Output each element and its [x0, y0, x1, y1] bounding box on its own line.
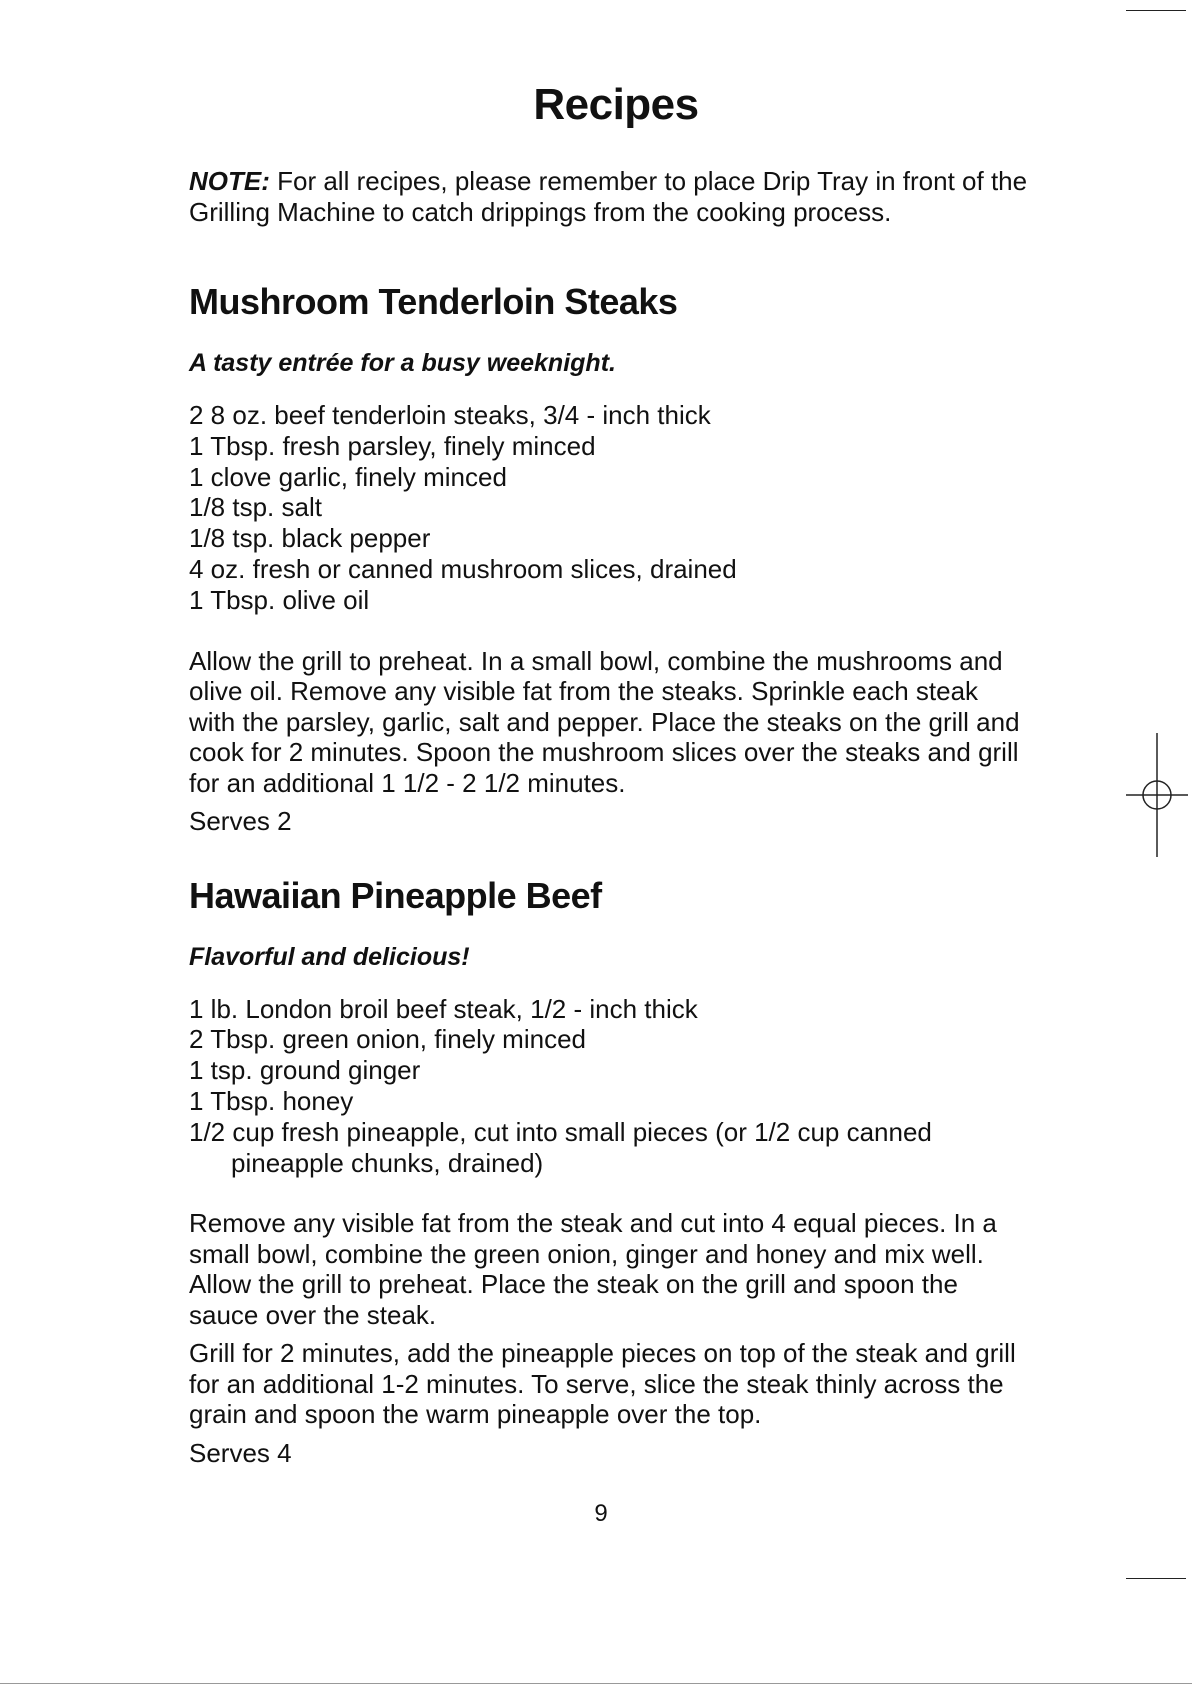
ingredient-item: 1/8 tsp. black pepper: [189, 523, 431, 554]
ingredient-item: 1 lb. London broil beef steak, 1/2 - inch thick: [189, 993, 698, 1024]
ingredient-item: 4 oz. fresh or canned mushroom slices, drained: [189, 553, 737, 584]
crop-mark-top: [1126, 10, 1186, 11]
recipe-directions: Allow the grill to preheat. In a small bowl, combine the mushrooms and olive oil. Remove any visible fat from the steaks. Sprinkle each steak with the parsley, garlic, salt and pepper. Place the steaks on the grill and cook for 2 minutes. Spoon the mushroom slices over the steaks and grill for an additional 1 1/2 - 2 1/2 minutes.: [189, 645, 1020, 798]
note-paragraph: [189, 166, 1029, 227]
recipe-tagline: Flavorful and delicious!: [189, 942, 470, 971]
ingredient-item: 1 Tbsp. olive oil: [189, 584, 370, 615]
recipe-mushroom-tenderloin-steaks: [189, 281, 1029, 837]
ingredient-item: 2 8 oz. beef tenderloin steaks, 3/4 - inch thick: [189, 400, 711, 430]
page-title: Recipes: [533, 80, 699, 129]
note-label: NOTE:: [189, 166, 270, 196]
ingredient-item: 1 clove garlic, finely minced: [189, 461, 507, 492]
recipe-serves: Serves 4: [189, 1437, 292, 1468]
recipe-directions: Grill for 2 minutes, add the pineapple pieces on top of the steak and grill for an additional 1-2 minutes. To serve, slice the steak thinly across the grain and spoon the warm pineapple over the top.: [189, 1338, 1016, 1430]
ingredient-item: 1/8 tsp. salt: [189, 492, 322, 523]
page-edge-rule: [0, 1683, 1192, 1684]
ingredient-item: 1 Tbsp. fresh parsley, finely minced: [189, 430, 596, 461]
recipe-hawaiian-pineapple-beef: [189, 875, 1029, 1469]
ingredient-list: [189, 400, 1029, 616]
recipe-tagline: A tasty entrée for a busy weeknight.: [189, 349, 616, 377]
recipe-title: Mushroom Tenderloin Steaks: [189, 281, 678, 322]
ingredient-item: 2 Tbsp. green onion, finely minced: [189, 1024, 586, 1055]
ingredient-item: 1/2 cup fresh pineapple, cut into small pieces (or 1/2 cup canned pineapple chunks, drained): [189, 1116, 932, 1178]
ingredient-list: [189, 994, 1029, 1179]
ingredient-item: 1 Tbsp. honey: [189, 1085, 354, 1116]
recipe-directions: Remove any visible fat from the steak and cut into 4 equal pieces. In a small bowl, combine the green onion, ginger and honey and mix well. Allow the grill to preheat. Place the steak on the grill and spoon the sauce over the steak.: [189, 1208, 997, 1330]
page-number: 9: [594, 1500, 608, 1527]
ingredient-item: 1 tsp. ground ginger: [189, 1055, 421, 1086]
recipe-title: Hawaiian Pineapple Beef: [189, 874, 602, 916]
crop-mark-bottom: [1126, 1578, 1186, 1579]
registration-mark-icon: [1126, 733, 1188, 857]
recipe-page: [189, 80, 1029, 1506]
note-text: For all recipes, please remember to place Drip Tray in front of the Grilling Machine to catch drippings from the cooking process.: [189, 166, 1028, 227]
recipe-serves: Serves 2: [189, 806, 292, 837]
